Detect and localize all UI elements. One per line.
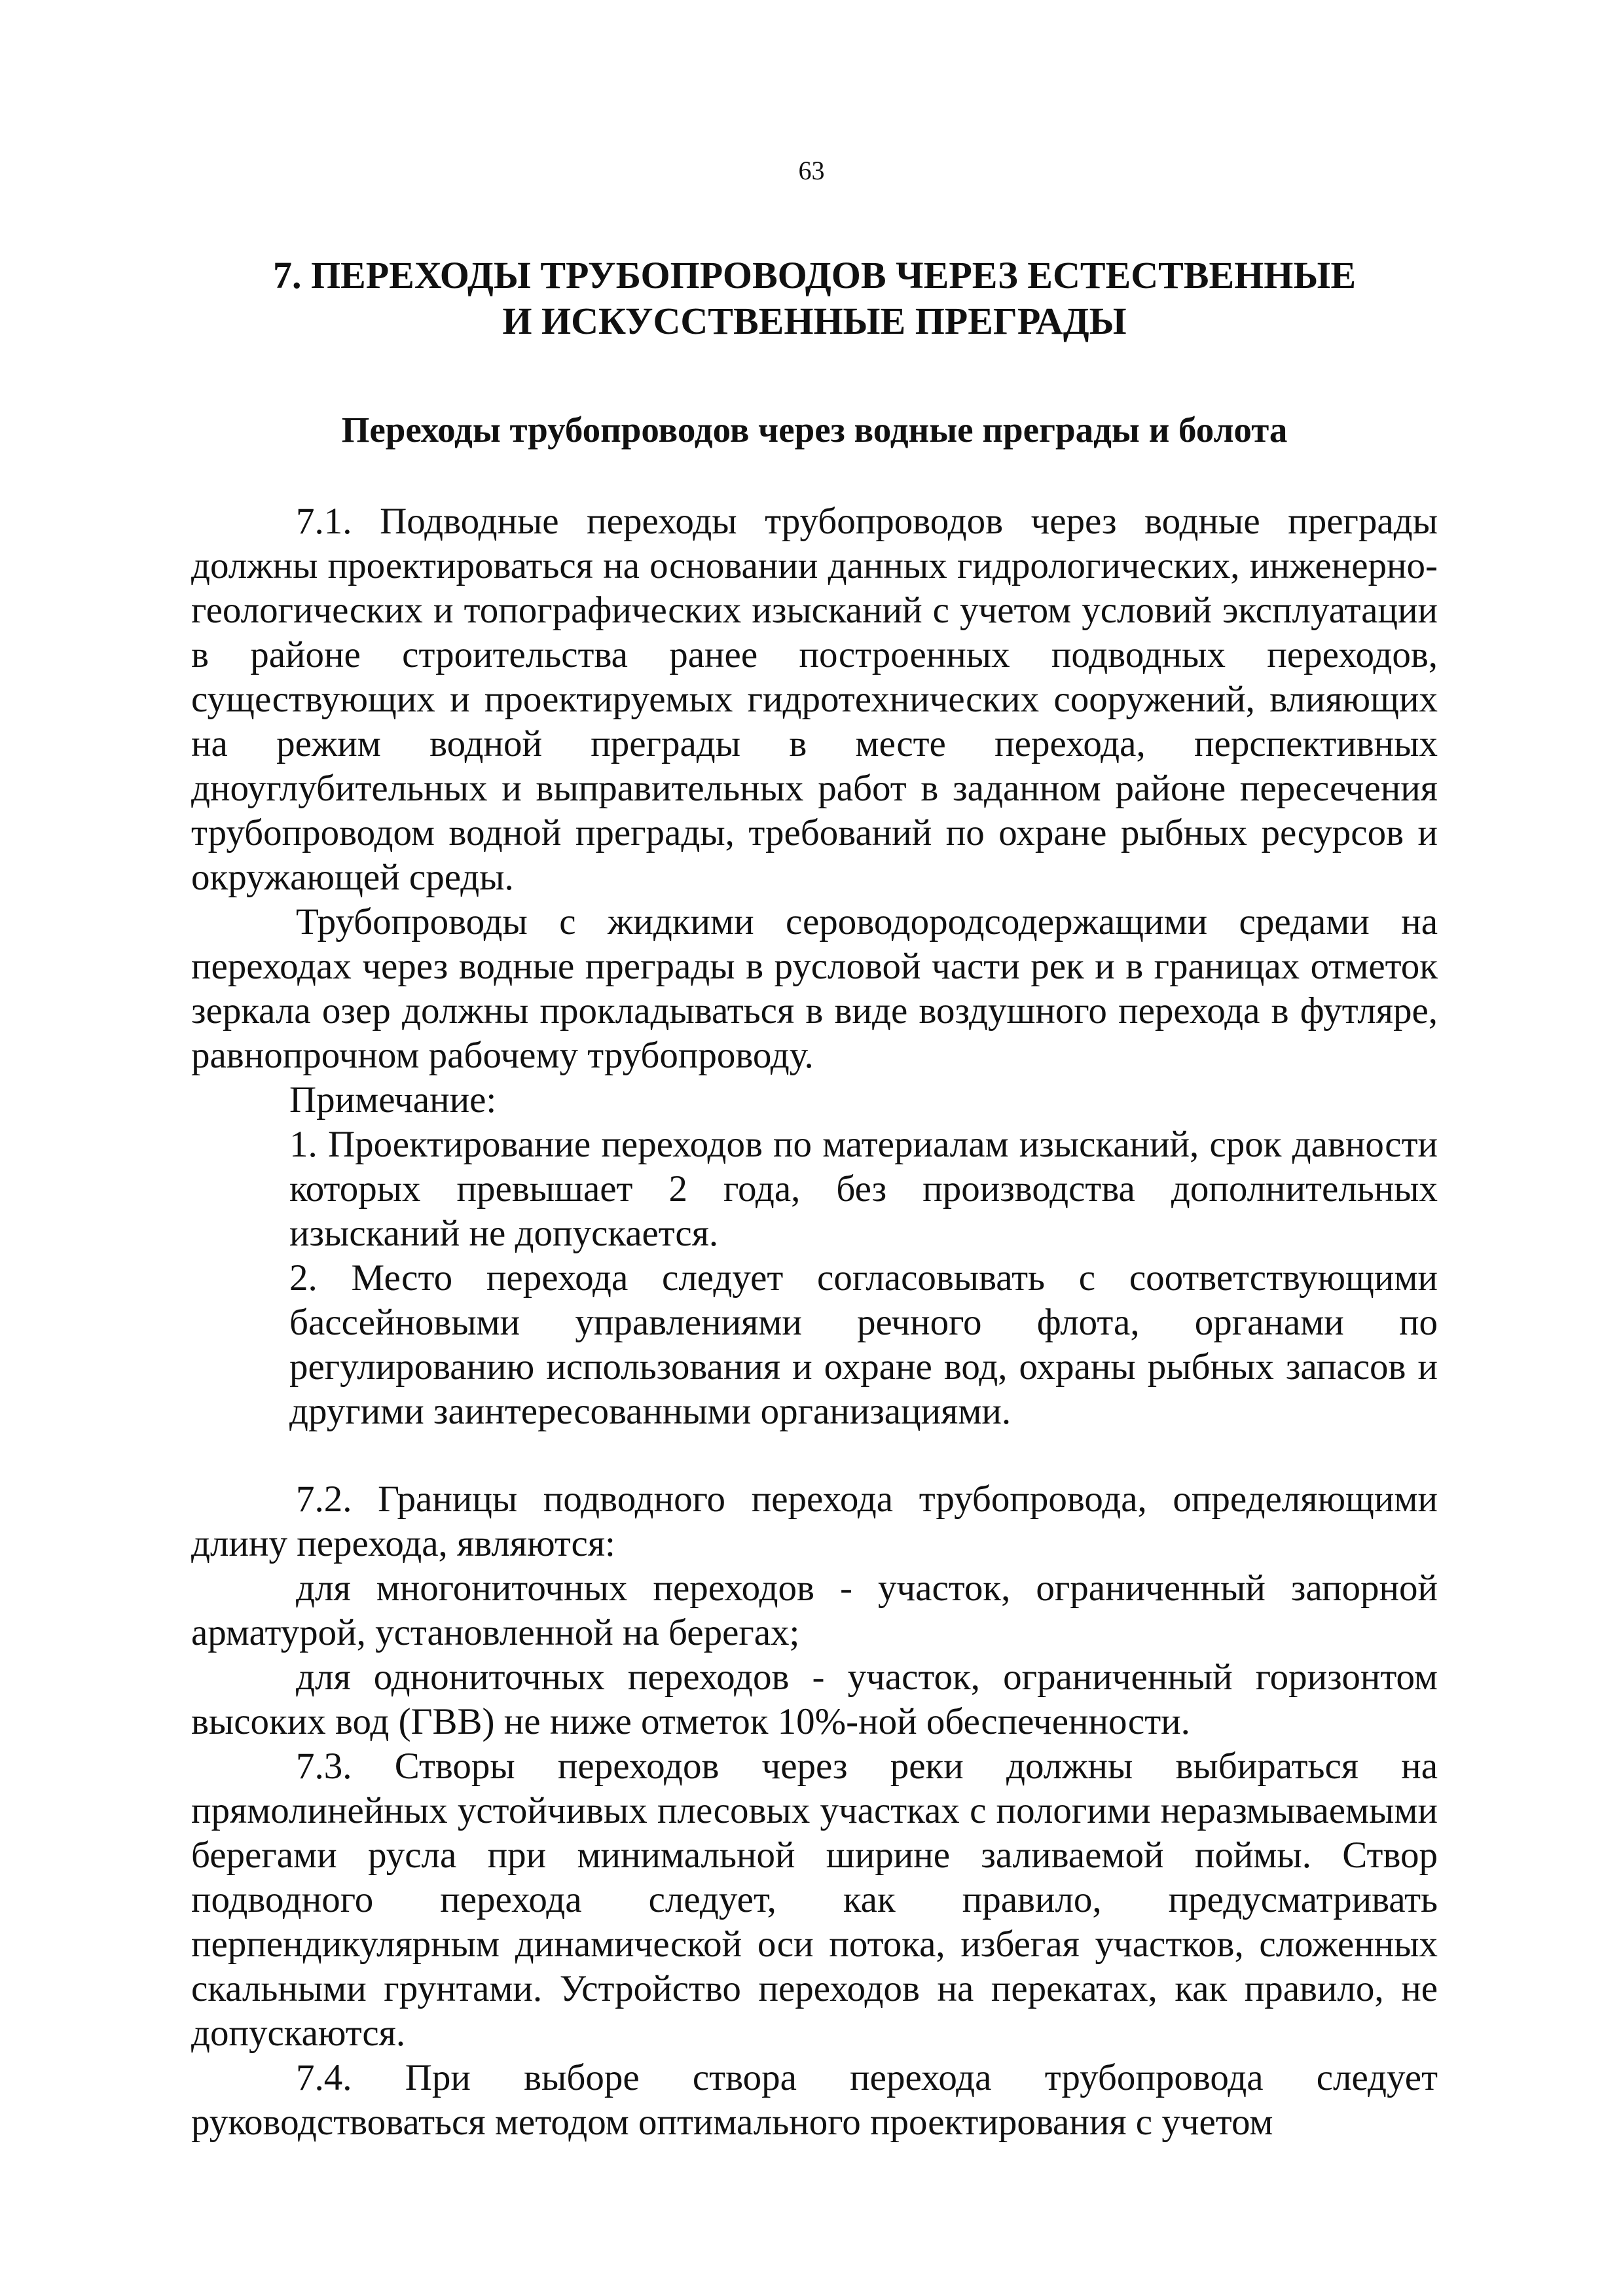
note-item-2: 2. Место перехода следует согласовывать с соответствующими бассейновыми управлениями речного флота, органами по регулированию использования и охране вод, охраны рыбных запасов и другими заинтересованными организациями. bbox=[289, 1257, 1438, 1432]
page-number: 63 bbox=[798, 156, 825, 185]
note-item-1: 1. Проектирование переходов по материалам изысканий, срок давности которых превышает 2 года, без производства дополнительных изысканий не допускается. bbox=[289, 1124, 1438, 1254]
paragraph-7-1: 7.1. Подводные переходы трубопроводов через водные преграды должны проектироваться на основании данных гидрологических, инженерно-геологических и топографических изысканий с учетом условий эксплуатации в районе строительства ранее построенных подводных переходов, существующих и проектируемых гидротехнических сооружений, влияющих на режим водной преграды в месте перехода, перспективных дноуглубительных и выправительных работ в заданном районе пересечения трубопроводом водной преграды, требований по охране рыбных ресурсов и окружающей среды. bbox=[191, 501, 1438, 898]
section-title: Переходы трубопроводов через водные преграды и болота bbox=[341, 410, 1288, 450]
paragraph-7-1-pipelines: Трубопроводы с жидкими сероводородсодержащими средами на переходах через водные преграды в русловой части рек и в границах отметок зеркала озер должны прокладываться в виде воздушного перехода в футляре, равнопрочном рабочему трубопроводу. bbox=[191, 901, 1438, 1076]
paragraph-7-2-multi: для многониточных переходов - участок, ограниченный запорной арматурой, установленной на берегах; bbox=[191, 1568, 1438, 1653]
chapter-title-line-1: 7. ПЕРЕХОДЫ ТРУБОПРОВОДОВ ЧЕРЕЗ ЕСТЕСТВЕННЫЕ bbox=[272, 254, 1357, 296]
page-content bbox=[191, 253, 1438, 2145]
paragraph-7-2: 7.2. Границы подводного перехода трубопровода, определяющими длину перехода, являются: bbox=[191, 1479, 1438, 1564]
paragraph-7-4: 7.4. При выборе створа перехода трубопровода следует руководствоваться методом оптимального проектирования с учетом bbox=[191, 2057, 1438, 2143]
note-title: Примечание: bbox=[289, 1079, 497, 1121]
paragraph-7-2-single: для однониточных переходов - участок, ограниченный горизонтом высоких вод (ГВВ) не ниже отметок 10%-ной обеспеченности. bbox=[191, 1657, 1438, 1742]
chapter-title bbox=[191, 253, 1438, 344]
paragraph-7-3: 7.3. Створы переходов через реки должны выбираться на прямолинейных устойчивых плесовых участках с пологими неразмываемыми берегами русла при минимальной ширине заливаемой поймы. Створ подводного перехода следует, как правило, предусматривать перпендикулярным динамической оси потока, избегая участков, сложенных скальными грунтами. Устройство переходов на перекатах, как правило, не допускаются. bbox=[191, 1746, 1438, 2054]
spacer bbox=[191, 1434, 1438, 1477]
chapter-title-line-2: И ИСКУССТВЕННЫЕ ПРЕГРАДЫ bbox=[502, 300, 1127, 342]
